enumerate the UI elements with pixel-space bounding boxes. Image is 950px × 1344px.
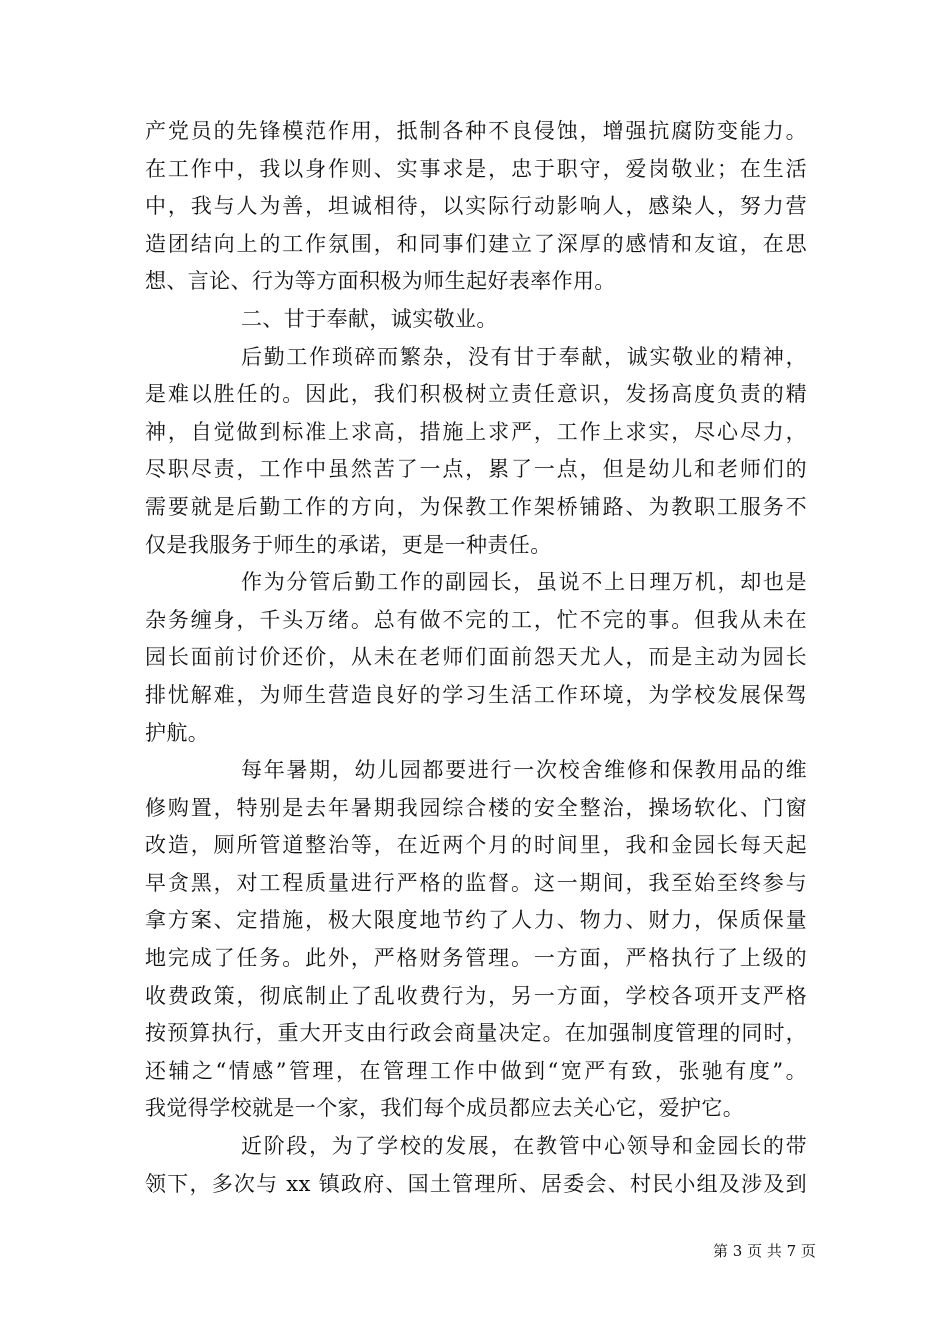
text-line: 领下，多次与 xx 镇政府、国土管理所、居委会、村民小组及涉及到: [145, 1171, 807, 1196]
text-line: 产党员的先锋模范作用，抵制各种不良侵蚀，增强抗腐防变能力。: [145, 119, 807, 143]
text-line: 想、言论、行为等方面积极为师生起好表率作用。: [145, 269, 616, 294]
text-line: 还辅之“情感”管理，在管理工作中做到“宽严有致，张驰有度”。: [145, 1058, 807, 1083]
text-line: 尽职尽责，工作中虽然苦了一点，累了一点，但是幼儿和老师们的: [145, 457, 807, 482]
text-line: 需要就是后勤工作的方向，为保教工作架桥铺路、为教职工服务不: [145, 494, 807, 519]
text-line: 中，我与人为善，坦诚相待，以实际行动影响人，感染人，努力营: [145, 194, 807, 219]
text-line: 园长面前讨价还价，从未在老师们面前怨天尤人，而是主动为园长: [145, 645, 807, 670]
text-line: 地完成了任务。此外，严格财务管理。一方面，严格执行了上级的: [145, 946, 807, 971]
page-number-footer: 第 3 页 共 7 页: [713, 1242, 816, 1260]
text-line: 拿方案、定措施，极大限度地节约了人力、物力、财力，保质保量: [145, 908, 807, 933]
text-line: 修购置，特别是去年暑期我园综合楼的安全整治，操场软化、门窗: [145, 795, 807, 820]
text-line: 是难以胜任的。因此，我们积极树立责任意识，发扬高度负责的精: [145, 382, 807, 407]
text-line: 后勤工作琐碎而繁杂，没有甘于奉献，诚实敬业的精神，: [241, 344, 807, 369]
text-line: 每年暑期，幼儿园都要进行一次校舍维修和保教用品的维: [241, 758, 807, 783]
text-line: 在工作中，我以身作则、实事求是，忠于职守，爱岗敬业；在生活: [145, 156, 807, 181]
text-line: 排忧解难，为师生营造良好的学习生活工作环境，为学校发展保驾: [145, 682, 807, 707]
section-heading: 二、甘于奉献，诚实敬业。: [241, 306, 498, 331]
text-line: 作为分管后勤工作的副园长，虽说不上日理万机，却也是: [241, 570, 807, 595]
text-line: 造团结向上的工作氛围，和同事们建立了深厚的感情和友谊，在思: [145, 231, 807, 256]
text-line: 收费政策，彻底制止了乱收费行为，另一方面，学校各项开支严格: [145, 983, 807, 1008]
text-line: 按预算执行，重大开支由行政会商量决定。在加强制度管理的同时，: [145, 1021, 807, 1046]
text-line: 护航。: [145, 720, 210, 745]
text-line: 我觉得学校就是一个家，我们每个成员都应去关心它，爱护它。: [145, 1096, 745, 1121]
text-line: 杂务缠身，千头万绪。总有做不完的工，忙不完的事。但我从未在: [145, 607, 807, 632]
text-line: 改造，厕所管道整治等，在近两个月的时间里，我和金园长每天起: [145, 833, 807, 858]
text-line: 神，自觉做到标准上求高，措施上求严，工作上求实，尽心尽力，: [145, 419, 807, 444]
document-body: [145, 113, 807, 1203]
text-line: 近阶段，为了学校的发展，在教管中心领导和金园长的带: [241, 1134, 807, 1159]
text-line: 仅是我服务于师生的承诺，更是一种责任。: [145, 532, 552, 557]
text-line: 早贪黑，对工程质量进行严格的监督。这一期间，我至始至终参与: [145, 870, 807, 895]
